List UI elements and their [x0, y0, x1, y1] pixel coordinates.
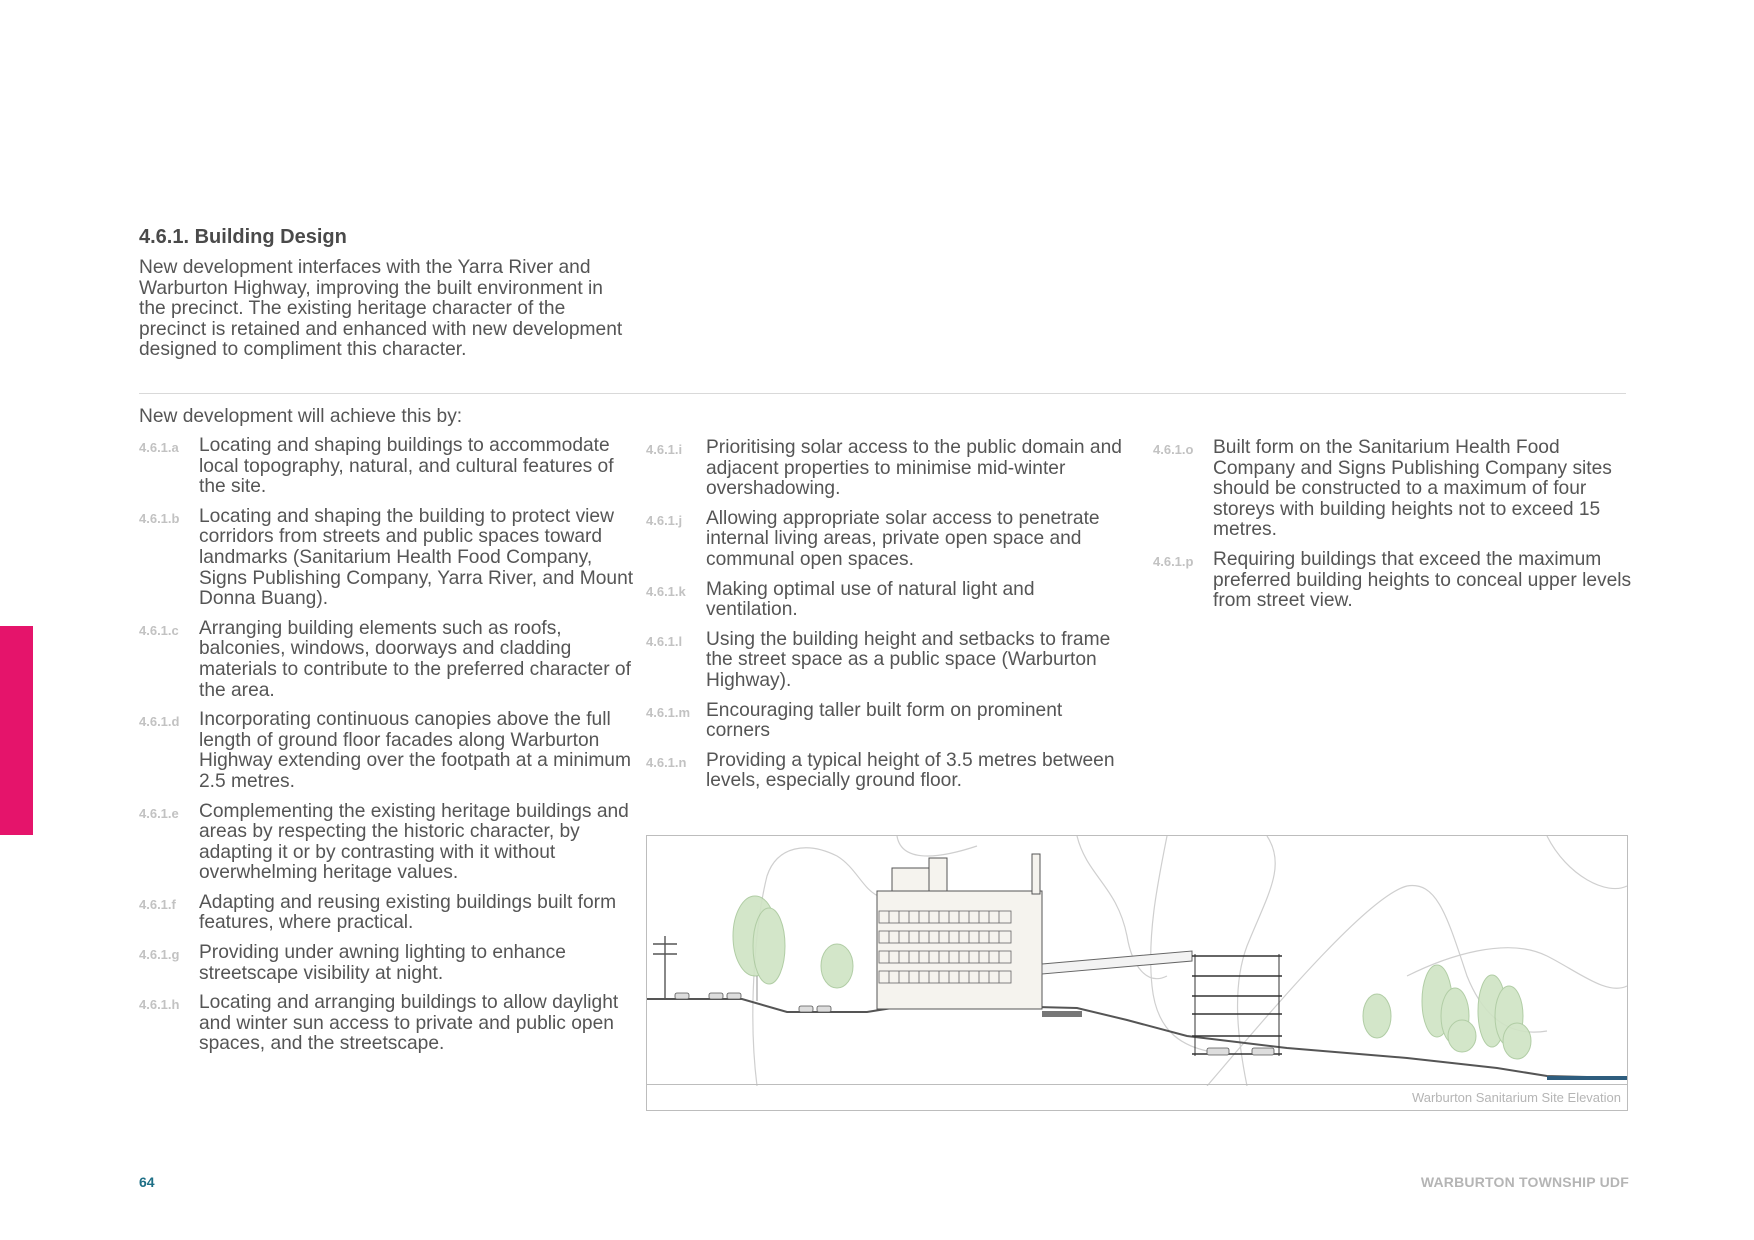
list-item: [646, 701, 1131, 742]
list-item: [139, 710, 634, 792]
item-text: Requiring buildings that exceed the maximum preferred building heights to conceal upper levels from street view.: [1213, 548, 1632, 612]
list-item: [646, 509, 1131, 571]
list-item: [1153, 438, 1638, 541]
figure-caption: Warburton Sanitarium Site Elevation: [1411, 1090, 1621, 1105]
list-item: [646, 438, 1131, 500]
section-title: 4.6.1. Building Design: [139, 226, 347, 248]
item-text: Complementing the existing heritage buildings and areas by respecting the historic character, by adapting it or by contrasting with it without overwhelming heritage values.: [199, 800, 629, 884]
sanitarium-building: [877, 854, 1082, 1017]
list-item: [139, 993, 634, 1055]
item-number: 4.6.1.a: [139, 440, 179, 455]
list-item: [139, 943, 634, 984]
site-elevation-drawing: [647, 836, 1627, 1086]
guidelines-column-1: [139, 436, 634, 1064]
item-text: Making optimal use of natural light and ventilation.: [706, 578, 1035, 621]
ramp-bridge: [1042, 951, 1192, 974]
section-intro: New development interfaces with the Yarra River and Warburton Highway, improving the built environment in the precinct. The existing heritage character of the precinct is retained and enhanced with new development designed to compliment this character.: [139, 257, 623, 361]
site-elevation-figure: [646, 835, 1628, 1111]
list-item: [139, 802, 634, 884]
list-item: [1153, 550, 1638, 612]
item-text: Built form on the Sanitarium Health Food Company and Signs Publishing Company sites should be constructed to a maximum of four storeys with building heights not to exceed 15 metres.: [1213, 437, 1612, 541]
item-text: Allowing appropriate solar access to penetrate internal living areas, private open space and communal open spaces.: [706, 507, 1100, 570]
item-number: 4.6.1.m: [646, 704, 691, 720]
list-item: [139, 507, 634, 610]
item-text: Locating and arranging buildings to allow daylight and winter sun access to private and public open spaces, and the streetscape.: [199, 992, 619, 1055]
item-number: 4.6.1.c: [139, 622, 179, 638]
list-lead-text: New development will achieve this by:: [139, 406, 463, 427]
footer-document-title: WARBURTON TOWNSHIP UDF: [1420, 1174, 1629, 1190]
list-item: [139, 619, 634, 701]
item-number: 4.6.1.j: [646, 512, 683, 528]
item-number: 4.6.1.b: [139, 510, 180, 526]
item-number: 4.6.1.e: [139, 805, 179, 821]
section-color-tab: [0, 626, 33, 835]
item-number: 4.6.1.i: [646, 442, 683, 457]
item-text: Adapting and reusing existing buildings built form features, where practical.: [199, 891, 617, 934]
item-number: 4.6.1.n: [646, 754, 687, 770]
item-number: 4.6.1.f: [139, 896, 176, 912]
list-item: [139, 436, 634, 498]
item-text: Providing under awning lighting to enhance streetscape visibility at night.: [199, 942, 566, 984]
item-number: 4.6.1.l: [646, 633, 683, 649]
item-text: Using the building height and setbacks to frame the street space as a public space (Warburton Highway).: [706, 628, 1111, 691]
list-item: [139, 893, 634, 934]
item-number: 4.6.1.o: [1153, 442, 1194, 457]
list-item: [646, 630, 1131, 692]
item-text: Prioritising solar access to the public domain and adjacent properties to minimise mid-winter overshadowing.: [706, 437, 1122, 500]
item-number: 4.6.1.d: [139, 714, 180, 730]
section-divider: [139, 393, 1626, 394]
item-number: 4.6.1.h: [139, 997, 180, 1013]
item-number: 4.6.1.g: [139, 947, 180, 963]
page-number: 64: [139, 1174, 155, 1190]
item-text: Locating and shaping buildings to accommodate local topography, natural, and cultural features of the site.: [199, 435, 614, 498]
item-text: Providing a typical height of 3.5 metres between levels, especially ground floor.: [706, 749, 1115, 792]
item-number: 4.6.1.k: [646, 583, 686, 599]
list-item: [646, 580, 1131, 621]
guidelines-column-3: [1153, 438, 1638, 621]
river: [1547, 1076, 1627, 1080]
trees-left: [733, 896, 853, 1001]
item-text: Arranging building elements such as roofs, balconies, windows, doorways and cladding materials to contribute to the preferred character of the area.: [199, 617, 631, 701]
item-text: Encouraging taller built form on prominent corners: [706, 699, 1063, 742]
figure-caption-bar: [647, 1084, 1627, 1111]
item-text: Incorporating continuous canopies above the full length of ground floor facades along Warburton Highway extending over the footpath at a minimum 2.5 metres.: [199, 709, 631, 792]
list-item: [646, 751, 1131, 792]
guidelines-column-2: [646, 438, 1131, 801]
item-text: Locating and shaping the building to protect view corridors from streets and public spaces toward landmarks (Sanitarium Health Food Company, Signs Publishing Company, Yarra River, and Mount Donna Buang).: [199, 505, 634, 610]
trees-right: [1363, 965, 1531, 1059]
item-number: 4.6.1.p: [1153, 553, 1194, 569]
power-pole: [653, 936, 677, 999]
